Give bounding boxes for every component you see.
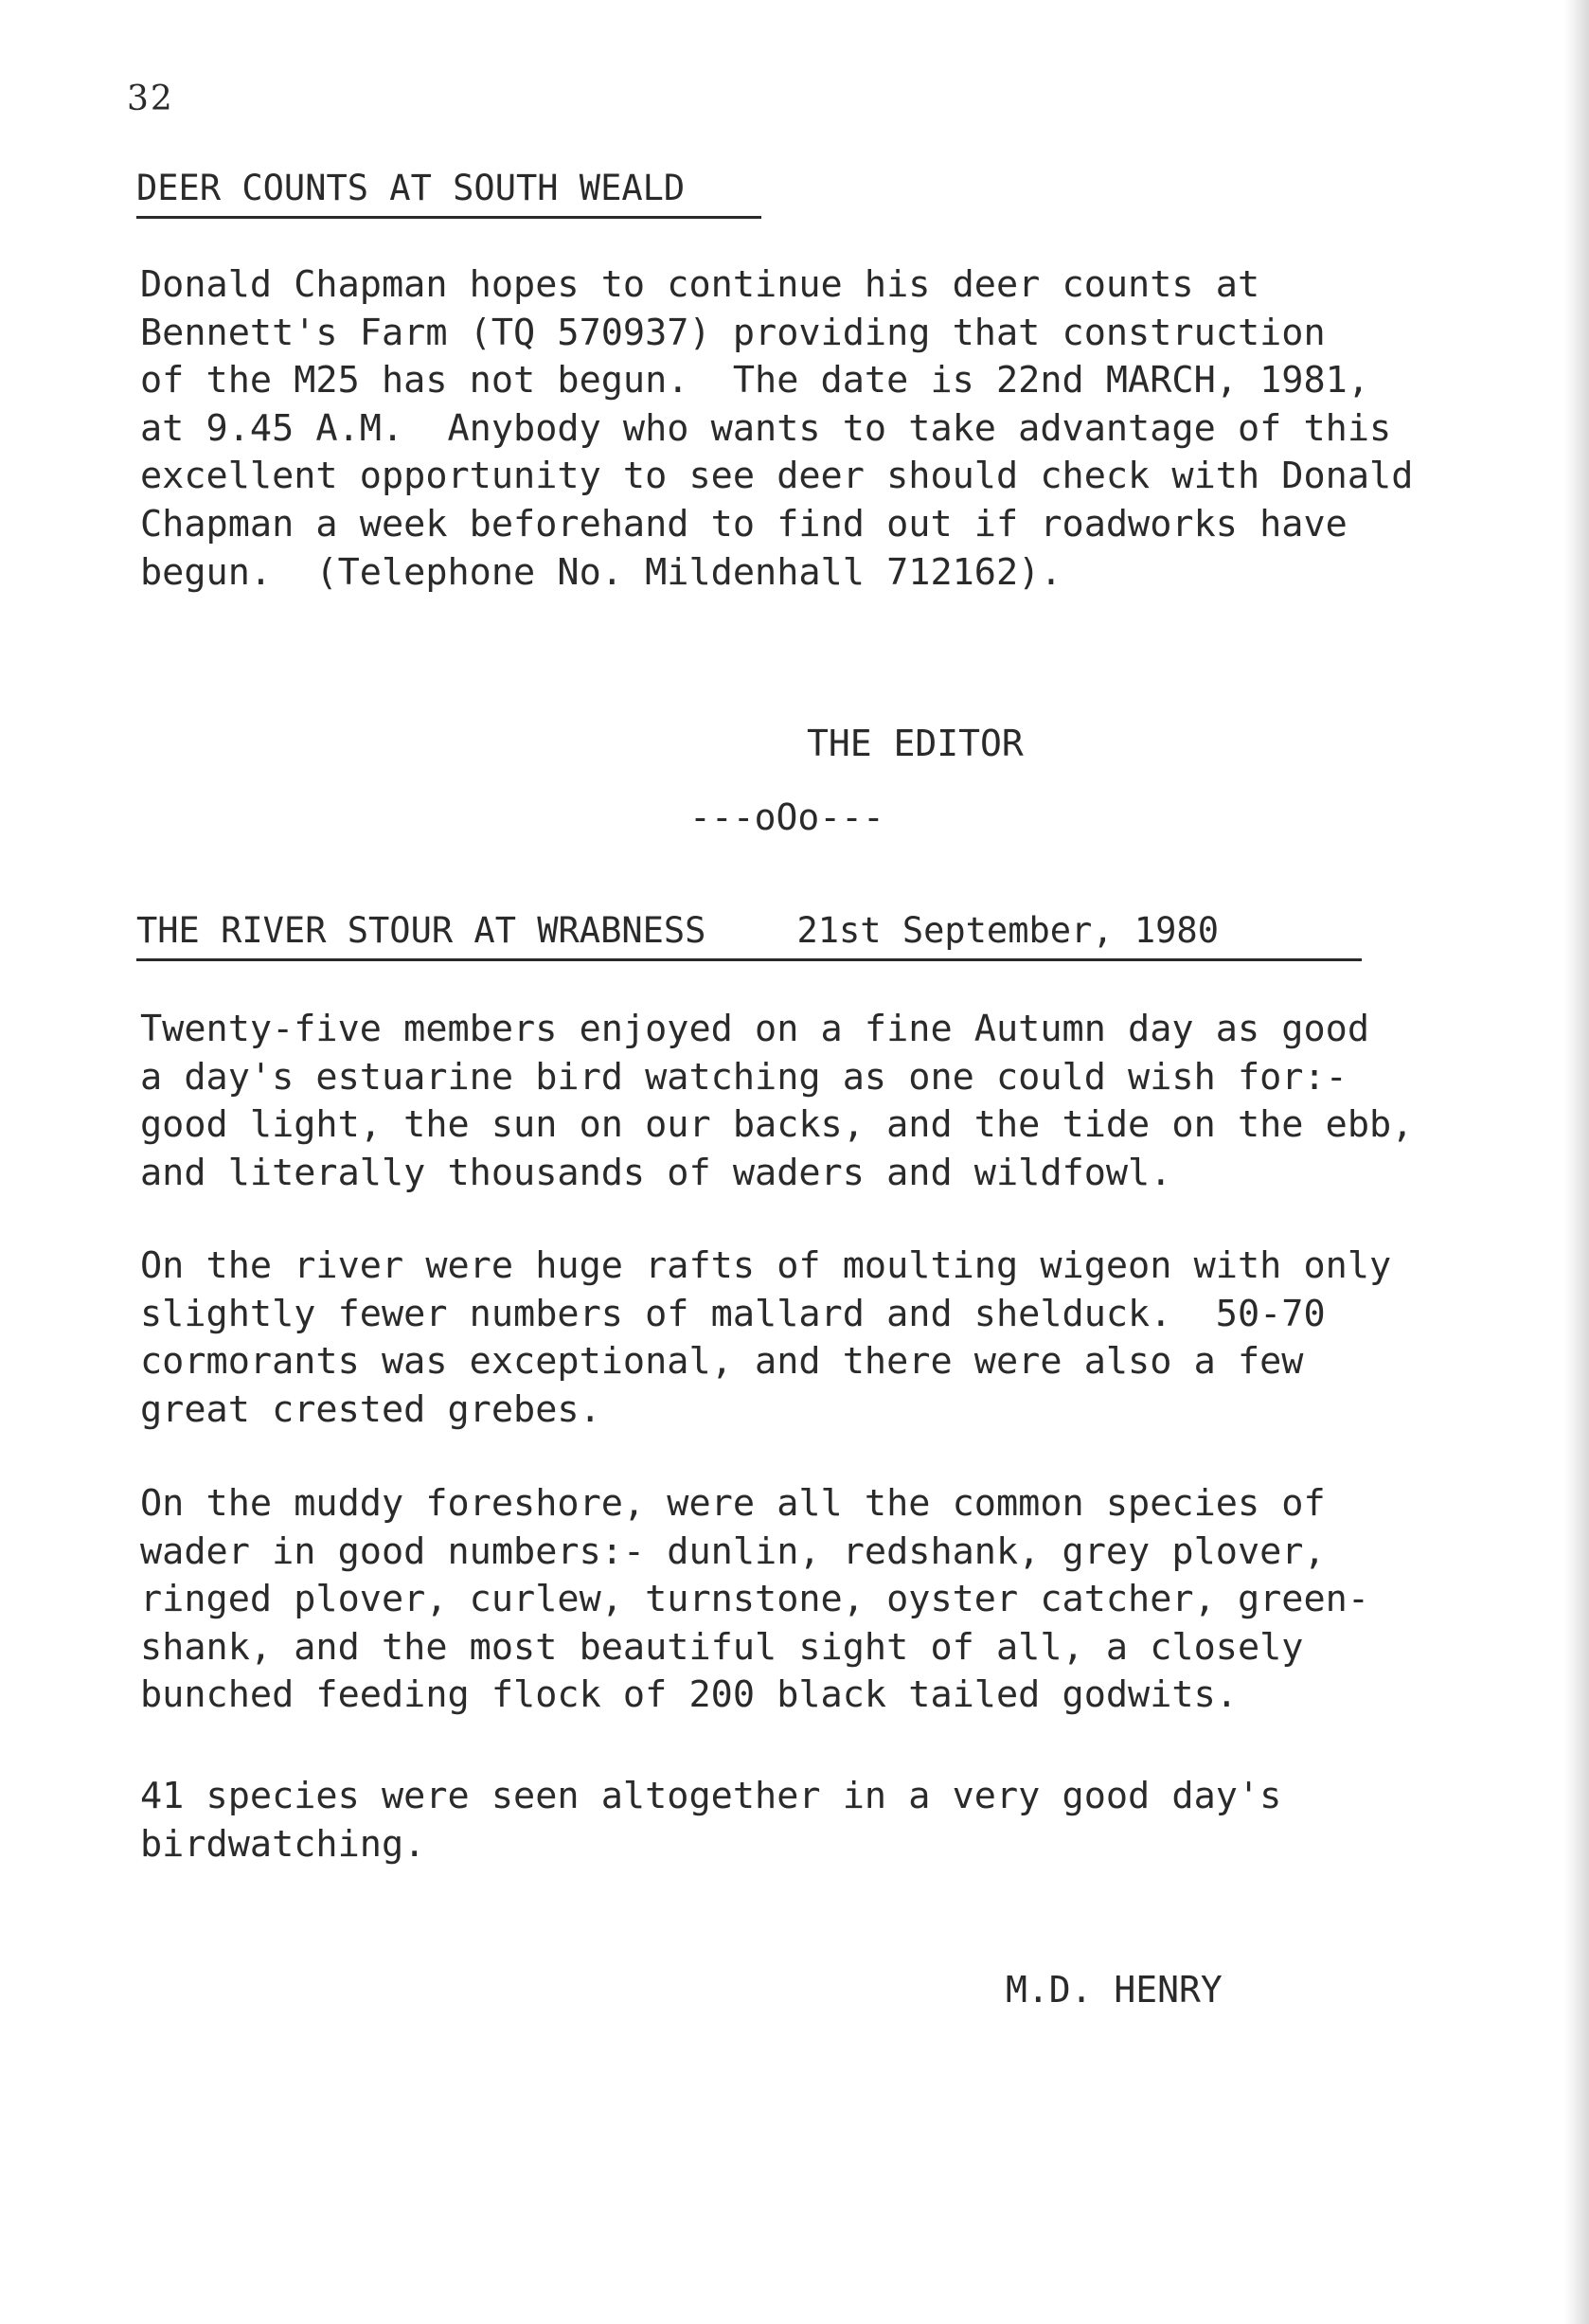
article-2-paragraph-4 (140, 1773, 1542, 1868)
text-line: slightly fewer numbers of mallard and shelduck. 50-70 (140, 1292, 1326, 1335)
text-line: Twenty-five members enjoyed on a fine Autumn day as good (140, 1008, 1370, 1050)
article-2-heading-row (136, 907, 1362, 961)
text-line: bunched feeding flock of 200 black tailed godwits. (140, 1673, 1238, 1717)
article-2-date: 21st September, 1980 (796, 910, 1219, 951)
text-line: great crested grebes. (140, 1387, 601, 1431)
text-line: birdwatching. (140, 1822, 426, 1866)
text-line: Chapman a week beforehand to find out if roadworks have (140, 502, 1348, 545)
article-2-paragraph-1 (140, 1006, 1542, 1197)
text-line: at 9.45 A.M. Anybody who wants to take advantage of this (140, 406, 1392, 450)
text-line: On the river were huge rafts of moulting wigeon with only (140, 1244, 1392, 1287)
article-2-signature: M.D. HENRY (1006, 1969, 1223, 2011)
article-2-paragraph-2 (140, 1242, 1542, 1434)
page-edge-shadow (1564, 0, 1589, 2324)
text-line: begun. (Telephone No. Mildenhall 712162). (140, 550, 1062, 594)
page-number: 32 (127, 80, 174, 118)
text-line: ringed plover, curlew, turnstone, oyster catcher, green- (140, 1578, 1370, 1621)
article-1-paragraph (140, 261, 1542, 597)
text-line: 41 species were seen altogether in a very good day's (140, 1775, 1282, 1817)
text-line: and literally thousands of waders and wildfowl. (140, 1151, 1172, 1194)
section-separator: ---oOo--- (689, 796, 884, 838)
article-1-heading: DEER COUNTS AT SOUTH WEALD (136, 165, 761, 219)
article-2-paragraph-3 (140, 1480, 1542, 1720)
article-2-heading: THE RIVER STOUR AT WRABNESS (136, 910, 706, 951)
text-line: Donald Chapman hopes to continue his deer counts at (140, 263, 1260, 306)
text-line: good light, the sun on our backs, and the tide on the ebb, (140, 1103, 1414, 1147)
text-line: excellent opportunity to see deer should check with Donald (140, 455, 1414, 498)
text-line: cormorants was exceptional, and there were also a few (140, 1340, 1304, 1384)
text-line: On the muddy foreshore, were all the common species of (140, 1482, 1326, 1525)
text-line: of the M25 has not begun. The date is 22nd MARCH, 1981, (140, 359, 1370, 402)
text-line: wader in good numbers:- dunlin, redshank, grey plover, (140, 1529, 1326, 1573)
text-line: Bennett's Farm (TQ 570937) providing that construction (140, 311, 1326, 354)
article-1-signature: THE EDITOR (807, 723, 1024, 764)
text-line: a day's estuarine bird watching as one could wish for:- (140, 1055, 1348, 1099)
text-line: shank, and the most beautiful sight of all, a closely (140, 1625, 1304, 1669)
